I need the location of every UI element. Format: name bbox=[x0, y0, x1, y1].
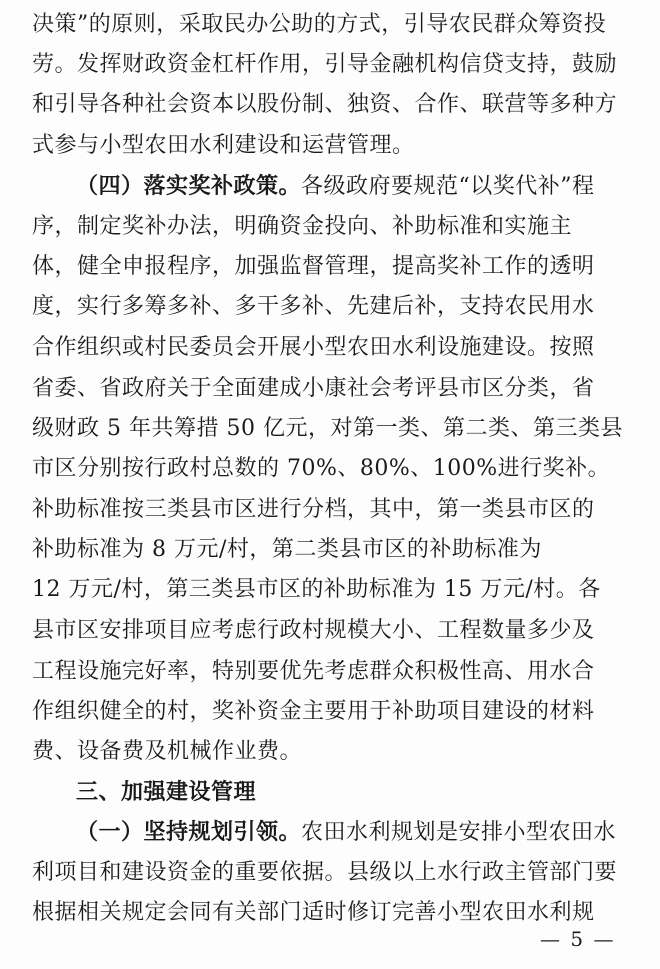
paragraph-1-first-line bbox=[76, 818, 632, 848]
text-line: 省委、省政府关于全面建成小康社会考评县市区分类，省 bbox=[32, 376, 595, 401]
text-line: 决策”的原则，采取民办公助的方式，引导农民群众筹资投 bbox=[32, 12, 607, 37]
text-line: 市区分别按行政村总数的 70%、80%、100%进行奖补。 bbox=[32, 456, 611, 481]
paragraph-4-first-line bbox=[76, 172, 632, 202]
text-line: 作组织健全的村，奖补资金主要用于补助项目建设的材料 bbox=[32, 699, 595, 724]
text-line: 补助标准按三类县市区进行分档，其中，第一类县市区的 bbox=[32, 497, 595, 522]
text-line: 根据相关规定会同有关部门适时修订完善小型农田水利规 bbox=[32, 900, 595, 925]
text-line: 12 万元/村，第三类县市区的补助标准为 15 万元/村。各 bbox=[32, 577, 601, 602]
text-line: 体，健全申报程序，加强监督管理，提高奖补工作的透明 bbox=[32, 254, 595, 279]
text-line: 式参与小型农田水利建设和运营管理。 bbox=[32, 133, 415, 158]
paragraph-4-text: 各级政府要规范“以奖代补”程 bbox=[301, 174, 595, 199]
text-line: 工程设施完好率，特别要优先考虑群众积极性高、用水合 bbox=[32, 659, 595, 684]
paragraph-4-title: （四）落实奖补政策。 bbox=[76, 174, 302, 199]
text-line: 合作组织或村民委员会开展小型农田水利设施建设。按照 bbox=[32, 335, 595, 360]
text-line: 级财政 5 年共筹措 50 亿元，对第一类、第二类、第三类县 bbox=[32, 416, 623, 441]
paragraph-1-title: （一）坚持规划引领。 bbox=[76, 820, 302, 845]
paragraph-1-text: 农田水利规划是安排小型农田水 bbox=[301, 820, 617, 845]
text-line: 度，实行多筹多补、多干多补、先建后补，支持农民用水 bbox=[32, 294, 595, 319]
page-number: — 5 — bbox=[540, 927, 616, 951]
text-line: 劳。发挥财政资金杠杆作用，引导金融机构信贷支持，鼓励 bbox=[32, 52, 618, 77]
text-line: 县市区安排项目应考虑行政村规模大小、工程数量多少及 bbox=[32, 618, 595, 643]
text-line: 费、设备费及机械作业费。 bbox=[32, 739, 303, 764]
section-3-heading: 三、加强建设管理 bbox=[76, 780, 257, 805]
text-line: 序，制定奖补办法，明确资金投向、补助标准和实施主 bbox=[32, 214, 573, 239]
text-line: 和引导各种社会资本以股份制、独资、合作、联营等多种方 bbox=[32, 92, 618, 117]
text-line: 补助标准为 8 万元/村，第二类县市区的补助标准为 bbox=[32, 537, 542, 562]
text-line: 利项目和建设资金的重要依据。县级以上水行政主管部门要 bbox=[32, 860, 618, 885]
